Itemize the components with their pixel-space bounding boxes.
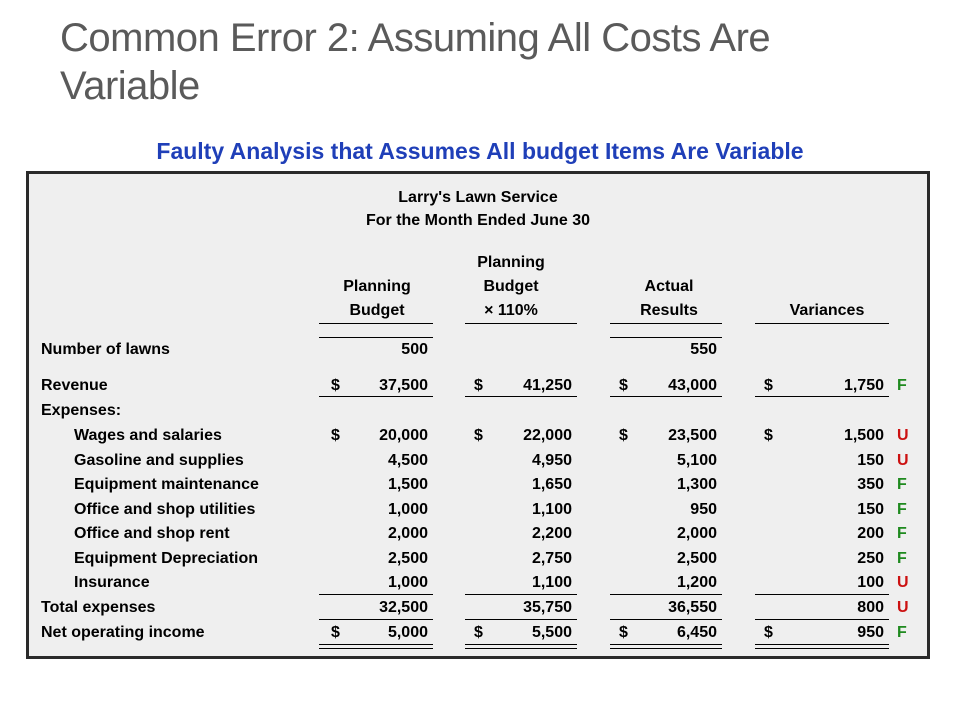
- report-panel: [26, 171, 930, 659]
- expense-row-value: 1,650: [531, 476, 572, 493]
- net-income-row-currency: $: [619, 624, 628, 641]
- revenue-underline: [319, 396, 433, 397]
- column-header-4-line3: Variances: [789, 302, 865, 319]
- net-income-row-value: 6,450: [676, 624, 717, 641]
- expense-row-flag: U: [897, 574, 909, 591]
- lawns-underline: [319, 337, 433, 338]
- expense-row-label: Equipment Depreciation: [74, 550, 259, 567]
- revenue-underline: [465, 396, 577, 397]
- insurance-underline: [610, 594, 722, 595]
- lawns-row-label: Number of lawns: [41, 341, 170, 358]
- column-header-2-line1: Planning: [477, 254, 545, 271]
- revenue-row-flag: F: [897, 377, 907, 394]
- expense-row-label: Equipment maintenance: [74, 476, 259, 493]
- report-period: For the Month Ended June 30: [365, 212, 590, 229]
- net-income-row-value: 5,000: [387, 624, 428, 641]
- column-header-underline: [465, 323, 577, 324]
- expense-row-currency: $: [619, 427, 628, 444]
- insurance-underline: [319, 594, 433, 595]
- net-income-double-underline: [610, 644, 722, 649]
- net-income-row-currency: $: [764, 624, 773, 641]
- net-income-row-currency: $: [474, 624, 483, 641]
- total-expenses-underline: [755, 619, 889, 620]
- insurance-underline: [755, 594, 889, 595]
- expense-row-value: 1,500: [387, 476, 428, 493]
- slide-title: Common Error 2: Assuming All Costs Are Variable: [60, 16, 771, 108]
- net-income-row-currency: $: [331, 624, 340, 641]
- revenue-underline: [755, 396, 889, 397]
- expense-row-label: Wages and salaries: [74, 427, 222, 444]
- expense-row-value: 2,200: [531, 525, 572, 542]
- expense-row-value: 1,500: [843, 427, 884, 444]
- expense-row-value: 2,750: [531, 550, 572, 567]
- expenses-heading: Expenses:: [41, 402, 122, 419]
- net-income-double-underline: [465, 644, 577, 649]
- revenue-row-label: Revenue: [41, 377, 108, 394]
- column-header-1-line2: Planning: [343, 278, 411, 295]
- expense-row-flag: U: [897, 427, 909, 444]
- expense-row-value: 150: [857, 452, 884, 469]
- expense-row-value: 4,950: [531, 452, 572, 469]
- net-income-double-underline: [319, 644, 433, 649]
- expense-row-value: 100: [857, 574, 884, 591]
- revenue-row-currency: $: [474, 377, 483, 394]
- net-income-double-underline: [755, 644, 889, 649]
- column-header-underline: [755, 323, 889, 324]
- expense-row-value: 150: [857, 501, 884, 518]
- revenue-row-currency: $: [764, 377, 773, 394]
- expense-row-value: 1,200: [676, 574, 717, 591]
- expense-row-label: Insurance: [74, 574, 150, 591]
- expense-row-flag: U: [897, 452, 909, 469]
- total-expenses-row-label: Total expenses: [41, 599, 156, 616]
- net-income-row-value: 950: [857, 624, 884, 641]
- expense-row-label: Office and shop rent: [74, 525, 230, 542]
- expense-row-flag: F: [897, 550, 907, 567]
- total-expenses-row-value: 800: [857, 599, 884, 616]
- revenue-row-currency: $: [619, 377, 628, 394]
- expense-row-value: 1,100: [531, 574, 572, 591]
- revenue-row-value: 1,750: [843, 377, 884, 394]
- expense-row-value: 1,000: [387, 501, 428, 518]
- net-income-row-value: 5,500: [531, 624, 572, 641]
- revenue-row-value: 37,500: [379, 377, 428, 394]
- column-header-3-line3: Results: [640, 302, 698, 319]
- total-expenses-underline: [319, 619, 433, 620]
- column-header-underline: [319, 323, 433, 324]
- lawns-row-value: 500: [401, 341, 428, 358]
- expense-row-value: 1,100: [531, 501, 572, 518]
- expense-row-value: 2,500: [676, 550, 717, 567]
- total-expenses-row-value: 32,500: [379, 599, 428, 616]
- expense-row-value: 2,000: [387, 525, 428, 542]
- net-income-row-flag: F: [897, 624, 907, 641]
- column-header-1-line3: Budget: [349, 302, 405, 319]
- column-header-underline: [610, 323, 722, 324]
- expense-row-value: 250: [857, 550, 884, 567]
- lawns-underline: [610, 337, 722, 338]
- revenue-row-currency: $: [331, 377, 340, 394]
- column-header-2-line2: Budget: [483, 278, 539, 295]
- expense-row-value: 950: [690, 501, 717, 518]
- expense-row-value: 22,000: [523, 427, 572, 444]
- column-header-3-line2: Actual: [644, 278, 694, 295]
- column-header-2-line3: × 110%: [484, 302, 538, 319]
- expense-row-flag: F: [897, 476, 907, 493]
- expense-row-value: 1,300: [676, 476, 717, 493]
- total-expenses-row-flag: U: [897, 599, 909, 616]
- total-expenses-row-value: 36,550: [668, 599, 717, 616]
- revenue-underline: [610, 396, 722, 397]
- expense-row-value: 23,500: [668, 427, 717, 444]
- expense-row-value: 1,000: [387, 574, 428, 591]
- expense-row-currency: $: [764, 427, 773, 444]
- expense-row-flag: F: [897, 501, 907, 518]
- revenue-row-value: 41,250: [523, 377, 572, 394]
- expense-row-value: 2,500: [387, 550, 428, 567]
- slide-subtitle: Faulty Analysis that Assumes All budget Items Are Variable: [156, 138, 804, 164]
- expense-row-value: 200: [857, 525, 884, 542]
- total-expenses-row-value: 35,750: [523, 599, 572, 616]
- total-expenses-underline: [610, 619, 722, 620]
- expense-row-currency: $: [331, 427, 340, 444]
- expense-row-flag: F: [897, 525, 907, 542]
- expense-row-label: Office and shop utilities: [74, 501, 256, 518]
- expense-row-value: 2,000: [676, 525, 717, 542]
- expense-row-currency: $: [474, 427, 483, 444]
- company-name: Larry's Lawn Service: [398, 189, 558, 206]
- lawns-row-value: 550: [690, 341, 717, 358]
- expense-row-value: 4,500: [387, 452, 428, 469]
- insurance-underline: [465, 594, 577, 595]
- expense-row-value: 20,000: [379, 427, 428, 444]
- total-expenses-underline: [465, 619, 577, 620]
- revenue-row-value: 43,000: [668, 377, 717, 394]
- expense-row-label: Gasoline and supplies: [74, 452, 244, 469]
- expense-row-value: 5,100: [676, 452, 717, 469]
- net-income-row-label: Net operating income: [41, 624, 205, 641]
- expense-row-value: 350: [857, 476, 884, 493]
